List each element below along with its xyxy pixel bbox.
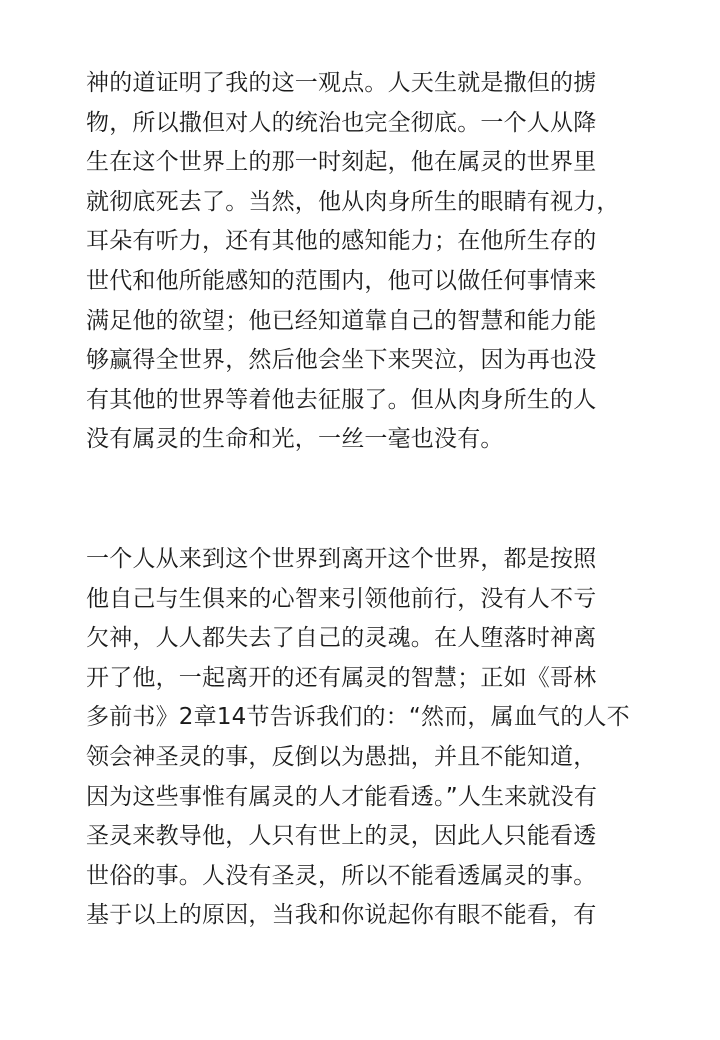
text-line: 因为这些事惟有属灵的人才能看透。”人生来就没有 xyxy=(86,783,598,810)
text-line: 够赢得全世界，然后他会坐下来哭泣，因为再也没 xyxy=(86,347,597,374)
text-line: 神的道证明了我的这一观点。人天生就是撒但的掳 xyxy=(86,70,597,96)
text-line: 一个人从来到这个世界到离开这个世界，都是按照 xyxy=(86,546,597,572)
text-line: 物，所以撒但对人的统治也完全彻底。一个人从降 xyxy=(86,109,597,136)
text-line: 领会神圣灵的事，反倒以为愚拙，并且不能知道， xyxy=(86,743,597,770)
text-line: 世代和他所能感知的范围内，他可以做任何事情来 xyxy=(86,267,597,294)
text-line: 欠神，人人都失去了自己的灵魂。在人堕落时神离 xyxy=(86,625,597,652)
text-line: 生在这个世界上的那一时刻起，他在属灵的世界里 xyxy=(86,149,597,176)
text-line: 他自己与生俱来的心智来引领他前行，没有人不亏 xyxy=(86,585,597,612)
paragraph-2 xyxy=(86,540,630,936)
text-line: 没有属灵的生命和光，一丝一毫也没有。 xyxy=(86,426,504,453)
text-line: 开了他，一起离开的还有属灵的智慧；正如《哥林 xyxy=(86,664,597,691)
text-line: 多前书》2章14节告诉我们的：“然而，属血气的人不 xyxy=(86,704,630,731)
paragraph-1 xyxy=(86,64,620,460)
text-line: 满足他的欲望；他已经知道靠自己的智慧和能力能 xyxy=(86,307,597,334)
text-line: 圣灵来教导他，人只有世上的灵，因此人只能看透 xyxy=(86,823,597,850)
text-line: 就彻底死去了。当然，他从肉身所生的眼睛有视力， xyxy=(86,188,620,215)
text-line: 世俗的事。人没有圣灵，所以不能看透属灵的事。 xyxy=(86,862,597,889)
text-line: 耳朵有听力，还有其他的感知能力；在他所生存的 xyxy=(86,228,597,255)
text-line: 基于以上的原因，当我和你说起你有眼不能看，有 xyxy=(86,902,597,929)
text-line: 有其他的世界等着他去征服了。但从肉身所生的人 xyxy=(86,386,597,413)
